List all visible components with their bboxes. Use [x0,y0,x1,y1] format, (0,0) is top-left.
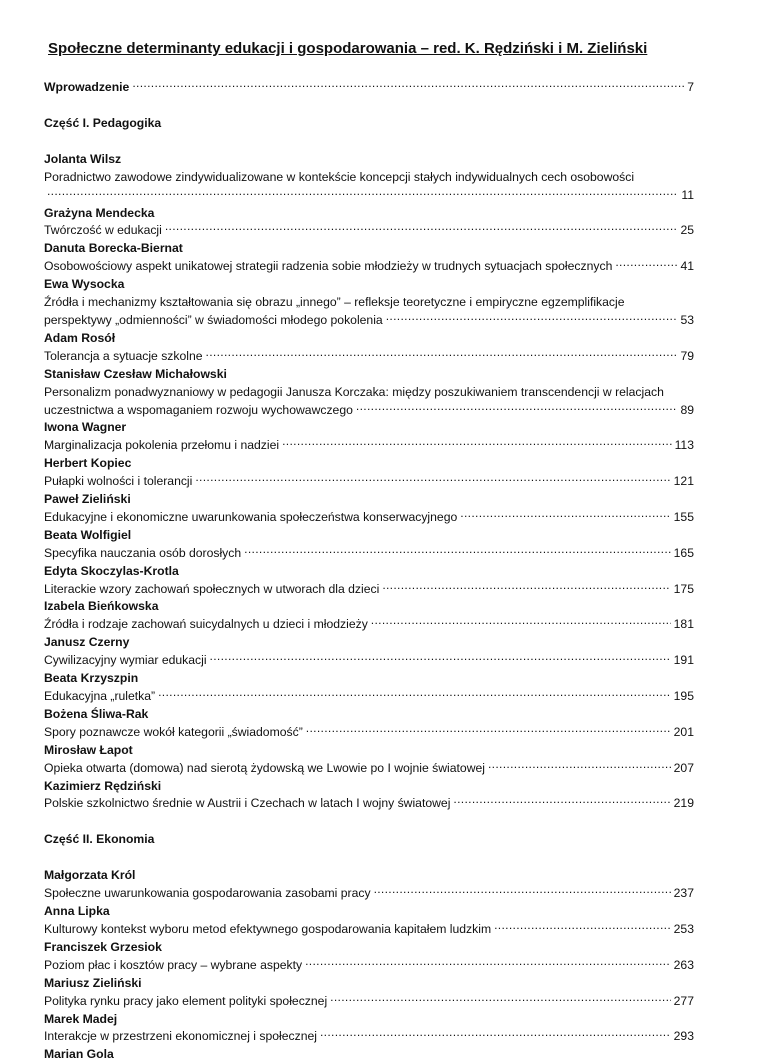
page-number: 89 [680,402,694,417]
entry-author: Anna Lipka [44,904,110,919]
part-two-entries [44,867,694,1064]
page-number: 155 [673,509,694,524]
entry-title-line: Personalizm ponadwyznaniowy w pedagogii Janusza Korczaka: między poszukiwaniem transcendencji w relacjach [44,384,664,399]
dot-leader [305,957,671,969]
page-number: 277 [673,993,694,1008]
toc-entry [44,724,694,742]
entry-author: Stanisław Czesław Michałowski [44,366,227,381]
part-two-heading: Część II. Ekonomia [44,832,155,847]
toc-entry [44,187,694,205]
entry-author: Jolanta Wilsz [44,151,122,166]
dot-leader [244,545,671,557]
toc-entry [44,993,694,1011]
entry-author: Grażyna Mendecka [44,205,155,220]
toc-entry [44,921,694,939]
toc-entry [44,402,694,420]
part-one-entries [44,151,694,814]
page-number: 79 [680,348,694,363]
entry-author: Franciszek Grzesiok [44,939,162,954]
page-number: 181 [673,617,694,632]
document-title: Społeczne determinanty edukacji i gospodarowania – red. K. Rędziński i M. Zieliński [48,40,648,57]
entry-author: Kazimierz Rędziński [44,778,162,793]
dot-leader [330,993,671,1005]
entry-author: Marian Gola [44,1047,114,1062]
dot-leader [453,795,670,807]
dot-leader [320,1028,671,1040]
entry-title: Pułapki wolności i tolerancji [44,474,193,489]
introduction-label: Wprowadzenie [44,80,130,94]
toc-entry [44,222,694,240]
entry-title: Poziom płac i kosztów pracy – wybrane aspekty [44,957,303,972]
dot-leader [374,885,671,897]
entry-author: Izabela Bieńkowska [44,599,159,614]
entry-title: Osobowościowy aspekt unikatowej strategii radzenia sobie młodzieży w trudnych sytuacjach społecznych [44,259,613,274]
toc-entry [44,760,694,778]
entry-author: Iwona Wagner [44,420,127,435]
entry-title: Specyfika nauczania osób dorosłych [44,545,242,560]
page-number: 219 [673,796,694,811]
dot-leader [282,437,671,449]
entry-author: Marek Madej [44,1011,118,1026]
entry-title: Cywilizacyjny wymiar edukacji [44,653,207,668]
page-number: 165 [673,545,694,560]
entry-author: Edyta Skoczylas-Krotla [44,563,179,578]
page-number: 237 [673,886,694,901]
toc-entry [44,581,694,599]
entry-title: uczestnictwa a wspomaganiem rozwoju wychowawczego [44,402,353,417]
page-number: 41 [680,259,694,274]
part-one-heading: Część I. Pedagogika [44,115,162,130]
entry-title: Polskie szkolnictwo średnie w Austrii i Czechach w latach I wojny światowej [44,796,451,811]
entry-author: Janusz Czerny [44,635,130,650]
dot-leader [306,724,671,736]
entry-title: Edukacyjna „ruletka” [44,689,156,703]
entry-title: Marginalizacja pokolenia przełomu i nadziei [44,438,280,453]
entry-author: Mariusz Zieliński [44,975,142,990]
toc-entry [44,437,694,455]
entry-author: Ewa Wysocka [44,277,125,292]
page-number: 195 [673,689,694,703]
entry-author: Beata Wolfigiel [44,527,132,542]
page-number: 293 [673,1029,694,1044]
entry-title: Kulturowy kontekst wyboru metod efektywnego gospodarowania kapitałem ludzkim [44,921,492,936]
dot-leader [615,258,677,270]
dot-leader [210,652,671,664]
dot-leader [158,688,671,700]
dot-leader [206,348,678,360]
toc-entry [44,885,694,903]
entry-title: Źródła i rodzaje zachowań suicydalnych u dzieci i młodzieży [44,617,368,632]
dot-leader [488,760,671,772]
entry-title: Tolerancja a sytuacje szkolne [44,348,203,363]
toc-entry [44,957,694,975]
page-number: 25 [680,223,694,238]
toc-entry [44,509,694,527]
entry-title: Opieka otwarta (domowa) nad sierotą żydowską we Lwowie po I wojnie światowej [44,760,485,775]
page-number: 11 [681,187,694,202]
entry-author: Bożena Śliwa-Rak [44,706,149,721]
page-number: 7 [687,80,694,94]
page-number: 207 [673,760,694,775]
entry-title: perspektywy „odmienności” w świadomości młodego pokolenia [44,312,383,327]
dot-leader [165,222,678,234]
dot-leader [494,921,671,933]
dot-leader [195,473,670,485]
page-number: 113 [674,438,694,453]
toc-entry-introduction [44,79,694,97]
entry-title: Społeczne uwarunkowania gospodarowania zasobami pracy [44,886,371,901]
dot-leader [132,79,684,91]
toc-entry [44,473,694,491]
page-number: 191 [673,653,694,668]
entry-title: Polityka rynku pracy jako element polityki społecznej [44,993,328,1008]
page-number: 175 [673,581,694,596]
entry-author: Herbert Kopiec [44,456,132,471]
entry-author: Małgorzata Król [44,868,136,883]
entry-title: Twórczość w edukacji [44,223,162,238]
dot-leader [356,402,678,414]
entry-title-line: Źródła i mechanizmy kształtowania się obrazu „innego” – refleksje teoretyczne i empiryczne egzemplifikacje [44,295,625,310]
entry-title: Spory poznawcze wokół kategorii „świadomość” [44,724,303,739]
toc-entry [44,616,694,634]
entry-title: Literackie wzory zachowań społecznych w utworach dla dzieci [44,581,380,596]
entry-author: Mirosław Łapot [44,742,133,757]
toc-entry [44,258,694,276]
entry-author: Beata Krzyszpin [44,671,139,686]
toc-entry [44,688,694,706]
dot-leader [386,312,678,324]
entry-title: Edukacyjne i ekonomiczne uwarunkowania społeczeństwa konserwacyjnego [44,509,458,524]
page-number: 53 [680,312,694,327]
document-page [44,40,694,1064]
page-number: 263 [673,957,694,972]
toc-entry [44,652,694,670]
toc-entry [44,545,694,563]
toc-entry [44,348,694,366]
page-number: 201 [673,724,694,739]
toc-entry [44,795,694,813]
dot-leader [47,187,678,199]
toc-entry [44,1028,694,1046]
entry-author: Danuta Borecka-Biernat [44,241,183,256]
entry-author: Paweł Zieliński [44,492,131,507]
dot-leader [382,581,670,593]
dot-leader [371,616,671,628]
page-number: 121 [673,474,694,489]
page-number: 253 [673,921,694,936]
entry-title-line: Poradnictwo zawodowe zindywidualizowane w kontekście koncepcji stałych indywidualnych cech osobowości [44,169,635,184]
toc-entry [44,312,694,330]
entry-title: Interakcje w przestrzeni ekonomicznej i społecznej [44,1029,317,1044]
dot-leader [460,509,670,521]
entry-author: Adam Rosół [44,330,116,345]
